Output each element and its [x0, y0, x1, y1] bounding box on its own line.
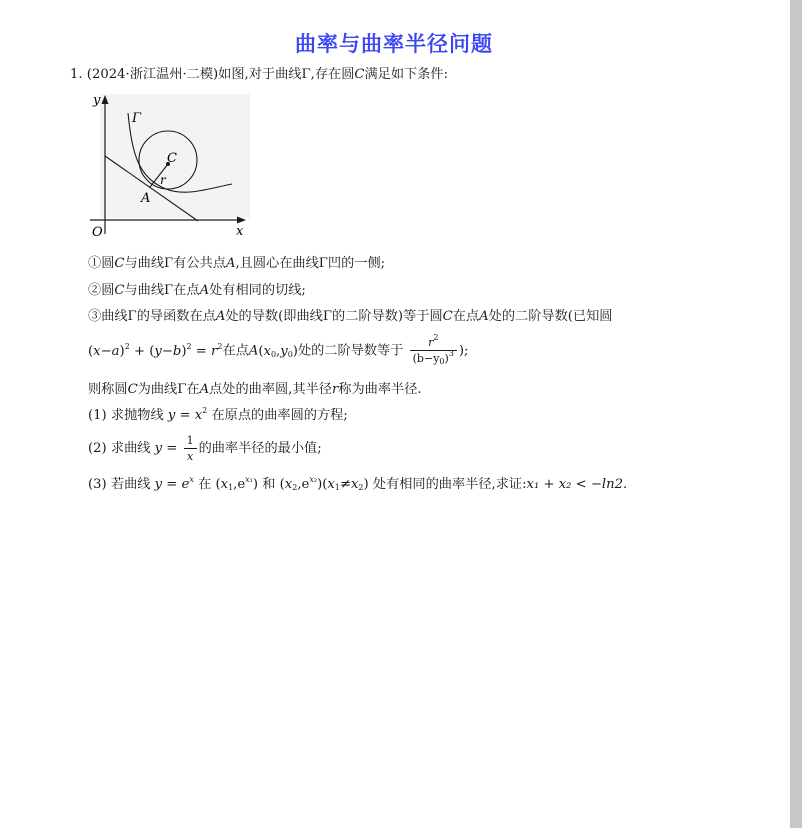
point-coords: $(x_0,y_0)$ — [258, 343, 298, 359]
x-axis-label: x — [236, 224, 244, 239]
frac-num: r — [428, 336, 434, 349]
cond2-text-b: 与曲线Γ在点 — [124, 283, 200, 298]
radius-label: r — [160, 173, 166, 187]
part-3: (3) 若曲线 $y = e^x$ 在 $(x_1,e^{x_1})$ 和 $(x_2,e^{x_2})(x_1\ne x_2)$ 处有相同的曲率半径,求证:x₁ + x₂ < −ln2. — [88, 475, 628, 492]
origin-label: O — [92, 225, 103, 240]
question-intro — [70, 66, 448, 84]
part1-after: 在原点的曲率圆的方程; — [211, 408, 348, 423]
question-number: 1. — [70, 67, 83, 82]
part3-point2: $(x_2,e^{x_2})(x_1\ne x_2)$ — [279, 475, 369, 492]
part2-fraction — [184, 434, 197, 464]
part2-label: (2) — [88, 441, 107, 456]
cond2-mark: ② — [88, 283, 102, 298]
curvature-figure — [86, 88, 256, 243]
y-axis-label: y — [93, 93, 101, 108]
part3-point1: $(x_1,e^{x_1})$ — [215, 475, 259, 492]
part3-mid: 在 — [198, 477, 212, 492]
question-source: (2024·浙江温州·二模) — [86, 67, 219, 82]
condition-2 — [88, 282, 306, 300]
part3-after: 处有相同的曲率半径,求证: — [372, 477, 527, 492]
part-1: (1) 求抛物线 $y = x^2$ 在原点的曲率圆的方程; — [88, 406, 348, 423]
cond1-text-a: 圆 — [101, 256, 115, 271]
cond3-text-d: 在点 — [452, 309, 480, 324]
part2-num: 1 — [184, 434, 197, 449]
condition-3 — [88, 308, 612, 326]
define-pt: A — [199, 382, 210, 397]
frac-den: (b−y — [412, 352, 440, 365]
define-r: r — [331, 382, 339, 397]
cond3-pt: A — [215, 309, 226, 324]
part1-label: (1) — [88, 408, 107, 423]
point-a-label: A — [141, 191, 151, 206]
part3-and: 和 — [262, 477, 276, 492]
part2-after: 的曲率半径的最小值; — [198, 441, 322, 456]
cond2-pt: A — [199, 283, 210, 298]
part3-conclusion: x₁ + x₂ < −ln2. — [526, 477, 628, 492]
cond1-text-d: ,且圆心在曲线Γ凹的一侧; — [235, 256, 386, 271]
scrollbar[interactable] — [790, 0, 802, 828]
cond1-mark: ① — [88, 256, 102, 271]
cond2-text-a: 圆 — [101, 283, 115, 298]
part3-label: (3) — [88, 477, 107, 492]
circle-equation-line — [88, 333, 469, 366]
cond2-c: C — [114, 283, 125, 298]
eq-tail: 在点 — [222, 343, 249, 359]
circle-equation: $(x-a)^2 + (y-b)^2 = r^2$ — [88, 341, 223, 359]
circle-label: C — [354, 67, 365, 82]
define-c: C — [127, 382, 138, 397]
second-derivative-fraction: $\frac{r^2}{(b-y_0)^3}$ — [410, 336, 457, 366]
define-e: 称为曲率半径. — [338, 382, 422, 397]
eq-text-after: 处的二阶导数等于 — [297, 343, 404, 359]
part2-eq: y = — [154, 441, 178, 456]
define-d: 点处的曲率圆,其半径 — [209, 382, 332, 397]
cond1-c: C — [114, 256, 125, 271]
cond3-text-e: 处的二阶导数(已知圆 — [488, 309, 613, 324]
gamma-label: Γ — [132, 111, 142, 126]
cond1-text-b: 与曲线Γ有公共点 — [124, 256, 226, 271]
intro-text-end: 满足如下条件: — [364, 67, 449, 82]
cond3-text-a: 曲线Γ的导函数在点 — [101, 309, 216, 324]
page-title: 曲率与曲率半径问题 — [295, 32, 493, 56]
definition — [88, 381, 422, 399]
define-b: 为曲线Γ在 — [137, 382, 200, 397]
eq-end: ); — [458, 343, 469, 359]
part2-den: x — [186, 449, 194, 463]
part1-eq: y = x — [167, 408, 203, 423]
intro-text: 如图,对于曲线Γ,存在圆 — [218, 67, 355, 82]
cond3-c: C — [442, 309, 453, 324]
cond3-text-b: 处的导数(即曲线Γ的二阶导数)等于圆 — [225, 309, 443, 324]
part3-text: 若曲线 — [110, 477, 151, 492]
part3-eq: y = e — [154, 477, 190, 492]
define-a: 则称圆 — [88, 382, 128, 397]
cond2-text-d: 处有相同的切线; — [209, 283, 306, 298]
part2-text: 求曲线 — [110, 441, 151, 456]
cond3-pt2: A — [479, 309, 489, 324]
cond3-mark: ③ — [88, 309, 102, 324]
part-2 — [88, 433, 322, 465]
part1-text: 求抛物线 — [110, 408, 164, 423]
point-a: A — [248, 343, 259, 359]
center-label: C — [167, 151, 177, 166]
condition-1 — [88, 255, 385, 273]
cond1-pt: A — [225, 256, 236, 271]
